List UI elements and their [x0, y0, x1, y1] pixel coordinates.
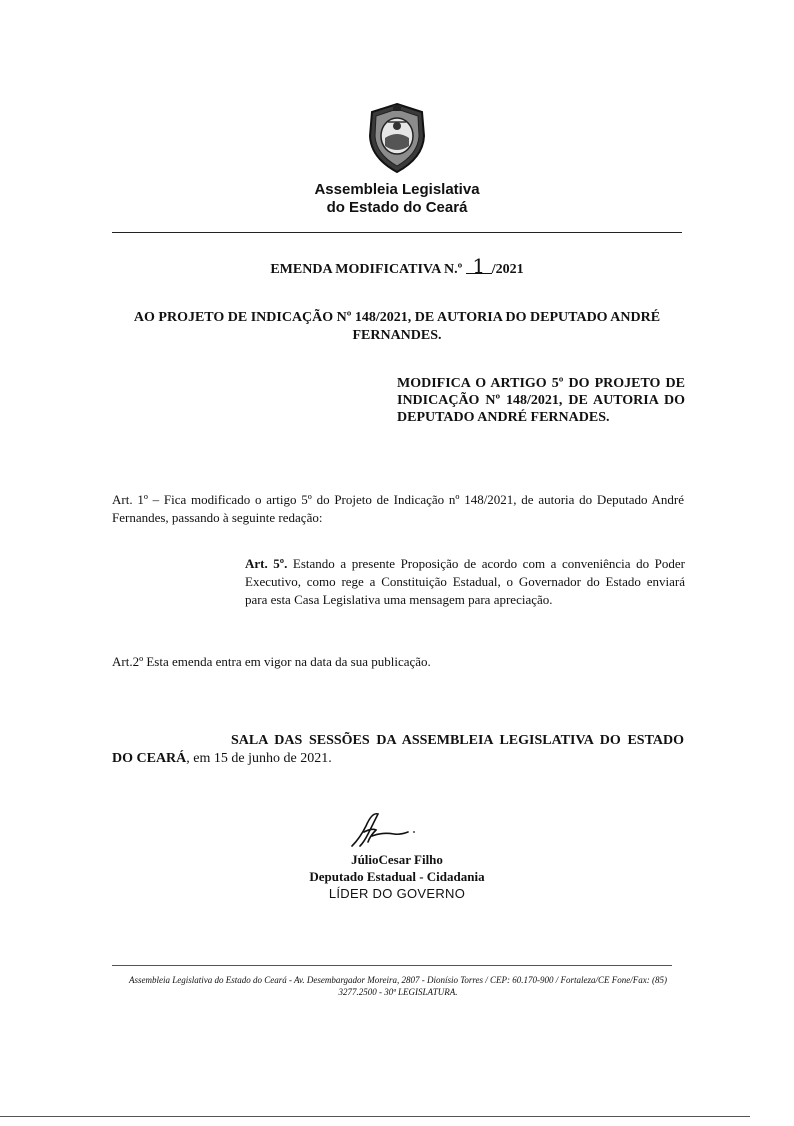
state-coat-of-arms-seal [366, 102, 428, 174]
sala-date: , em 15 de junho de 2021. [186, 751, 332, 766]
page-bottom-line [0, 1116, 750, 1117]
institution-name-line2: do Estado do Ceará [326, 199, 468, 216]
ao-projeto-heading: AO PROJETO DE INDICAÇÃO Nº 148/2021, DE AUTORIA DO DEPUTADO ANDRÉ FERNANDES. [133, 310, 661, 343]
signatory-name: JúlioCesar Filho [351, 852, 443, 867]
article-1-paragraph: Art. 1º – Fica modificado o artigo 5º do Projeto de Indicação nº 148/2021, de autoria do Deputado André Fernandes, passando à seguinte redação: [112, 492, 684, 525]
modifica-summary: MODIFICA O ARTIGO 5º DO PROJETO DE INDICAÇÃO Nº 148/2021, DE AUTORIA DO DEPUTADO ANDRÉ FERNADES. [397, 376, 685, 425]
emenda-suffix: /2021 [491, 262, 524, 277]
emenda-prefix: EMENDA MODIFICATIVA N.º [270, 262, 463, 277]
footer-divider [112, 965, 672, 966]
article-5-paragraph [245, 555, 685, 609]
article-5-text: Estando a presente Proposição de acordo com a conveniência do Poder Executivo, como rege a Constituição Estadual, o Governador do Estado enviará para esta Casa Legislativa uma mensagem para apreciação. [245, 556, 685, 607]
signatory-role: Deputado Estadual - Cidadania [309, 869, 485, 884]
institution-name-line1: Assembleia Legislativa [314, 181, 480, 198]
article-2-paragraph: Art.2º Esta emenda entra em vigor na data da sua publicação. [112, 654, 431, 669]
article-5-label: Art. 5º. [245, 556, 288, 571]
signatory-title: LÍDER DO GOVERNO [328, 886, 466, 901]
header-divider [112, 232, 682, 233]
emenda-title [0, 254, 794, 278]
sala-das-sessoes-statement [112, 732, 684, 768]
footer-address: Assembleia Legislativa do Estado do Ceará - Av. Desembargador Moreira, 2807 - Dionísio Torres / CEP: 60.170-900 / Fortaleza/CE Fone/Fax: (85) 3277.2500 - 30ª LEGISLATURA. [128, 975, 668, 997]
sala-heading: SALA DAS SESSÕES DA ASSEMBLEIA LEGISLATIVA DO ESTADO DO CEARÁ [112, 733, 684, 766]
emenda-number: 1 [466, 259, 492, 274]
handwritten-signature [342, 808, 422, 850]
